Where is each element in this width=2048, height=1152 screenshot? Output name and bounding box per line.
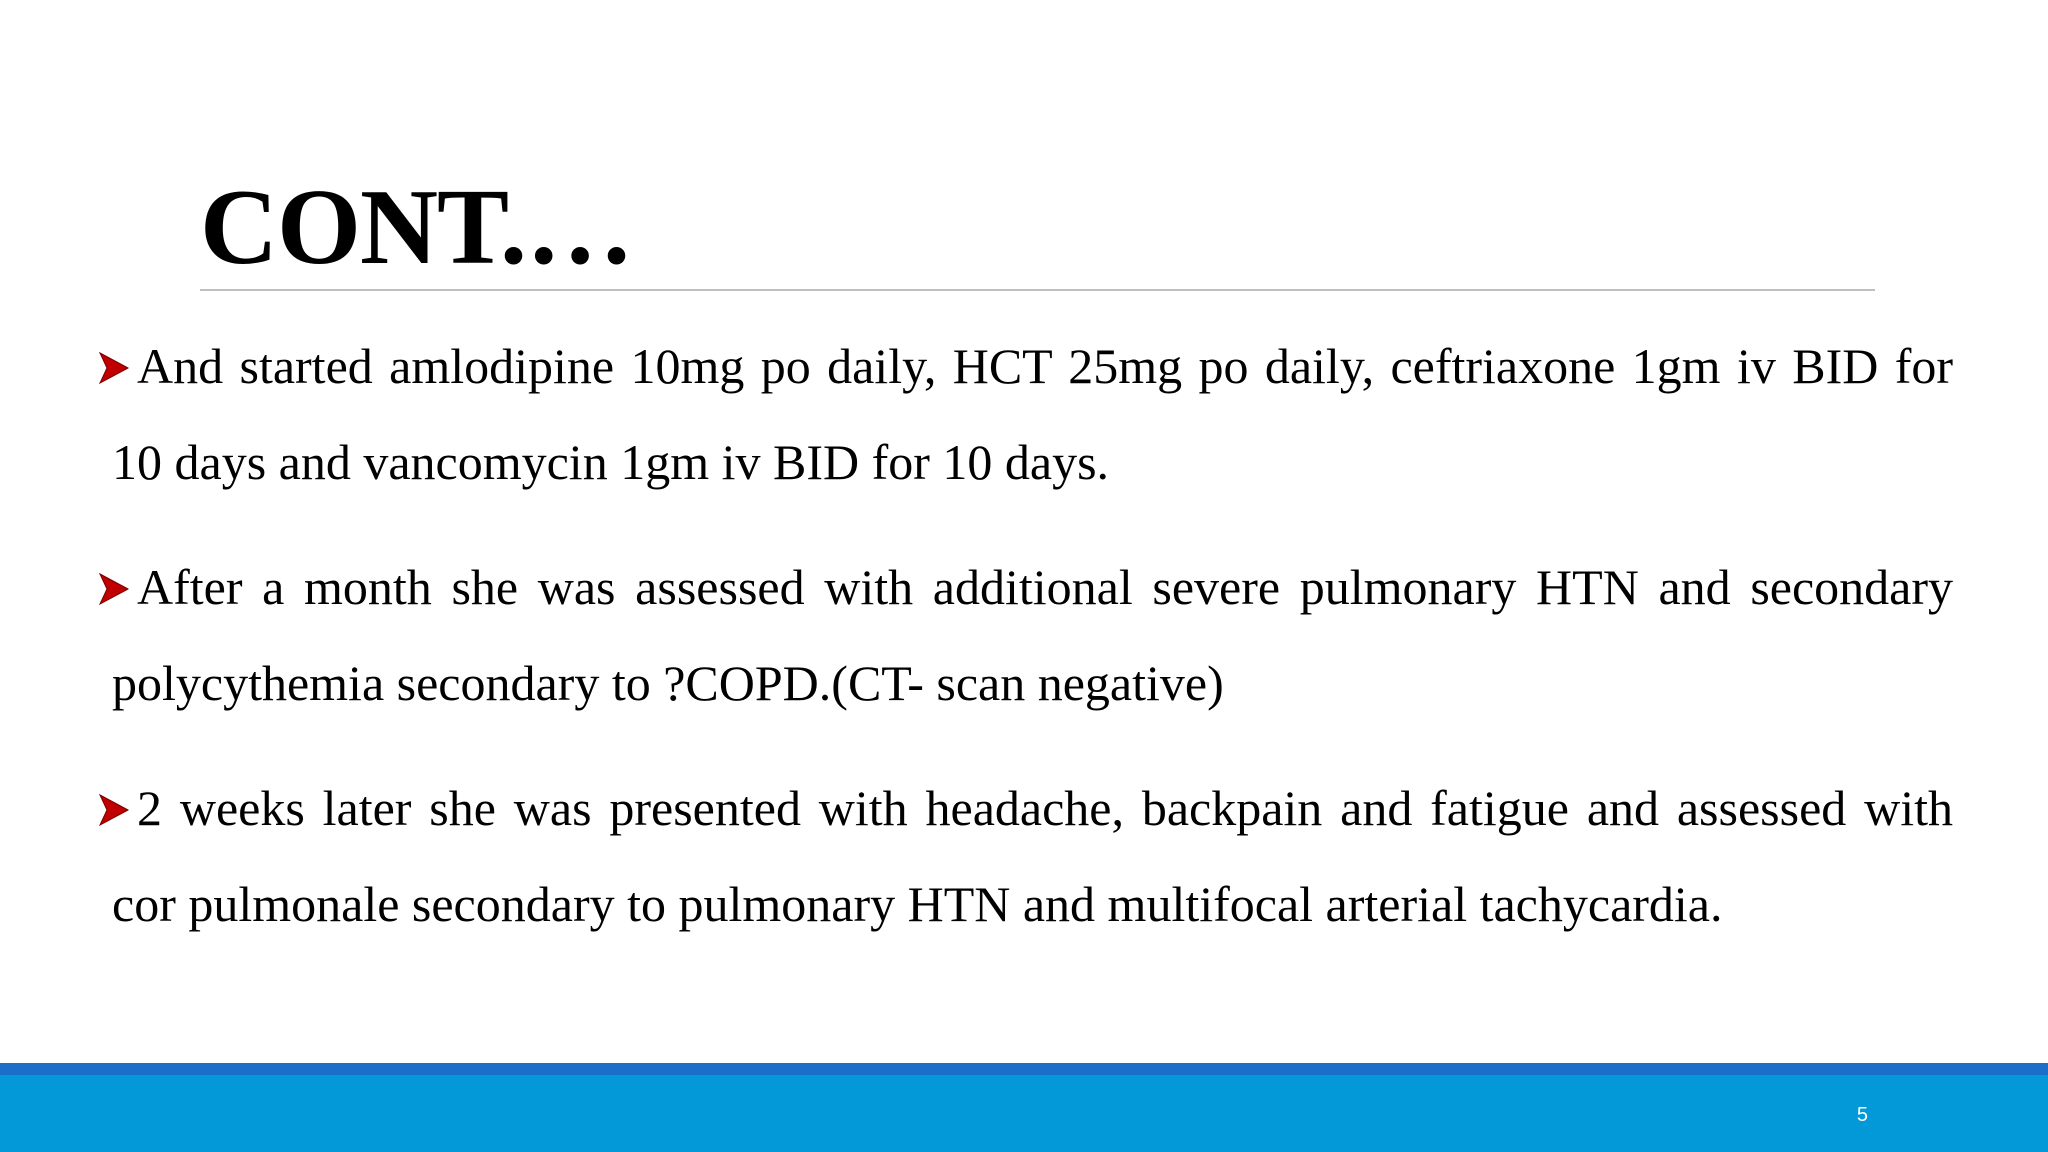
- arrowhead-bullet-icon: [98, 539, 137, 635]
- bullet-item: [98, 760, 1953, 952]
- bullet-text: After a month she was assessed with additional severe pulmonary HTN and secondary polycythemia secondary to ?COPD.(CT- scan negative): [112, 559, 1953, 711]
- arrowhead-bullet-icon: [98, 318, 137, 414]
- arrowhead-bullet-icon: [98, 760, 137, 856]
- bullet-item: [98, 539, 1953, 731]
- footer-bar: [0, 1075, 2048, 1152]
- bullet-item: [98, 318, 1953, 510]
- slide-title: CONT.…: [200, 168, 634, 287]
- page-number: 5: [1856, 1104, 1868, 1126]
- title-divider: [200, 289, 1875, 291]
- bullet-text: 2 weeks later she was presented with headache, backpain and fatigue and assessed with cor pulmonale secondary to pulmonary HTN and multifocal arterial tachycardia.: [112, 780, 1953, 932]
- bullet-text: And started amlodipine 10mg po daily, HCT 25mg po daily, ceftriaxone 1gm iv BID for 10 days and vancomycin 1gm iv BID for 10 days.: [112, 338, 1953, 490]
- bullet-list: [98, 318, 1953, 981]
- footer-stripe: [0, 1063, 2048, 1075]
